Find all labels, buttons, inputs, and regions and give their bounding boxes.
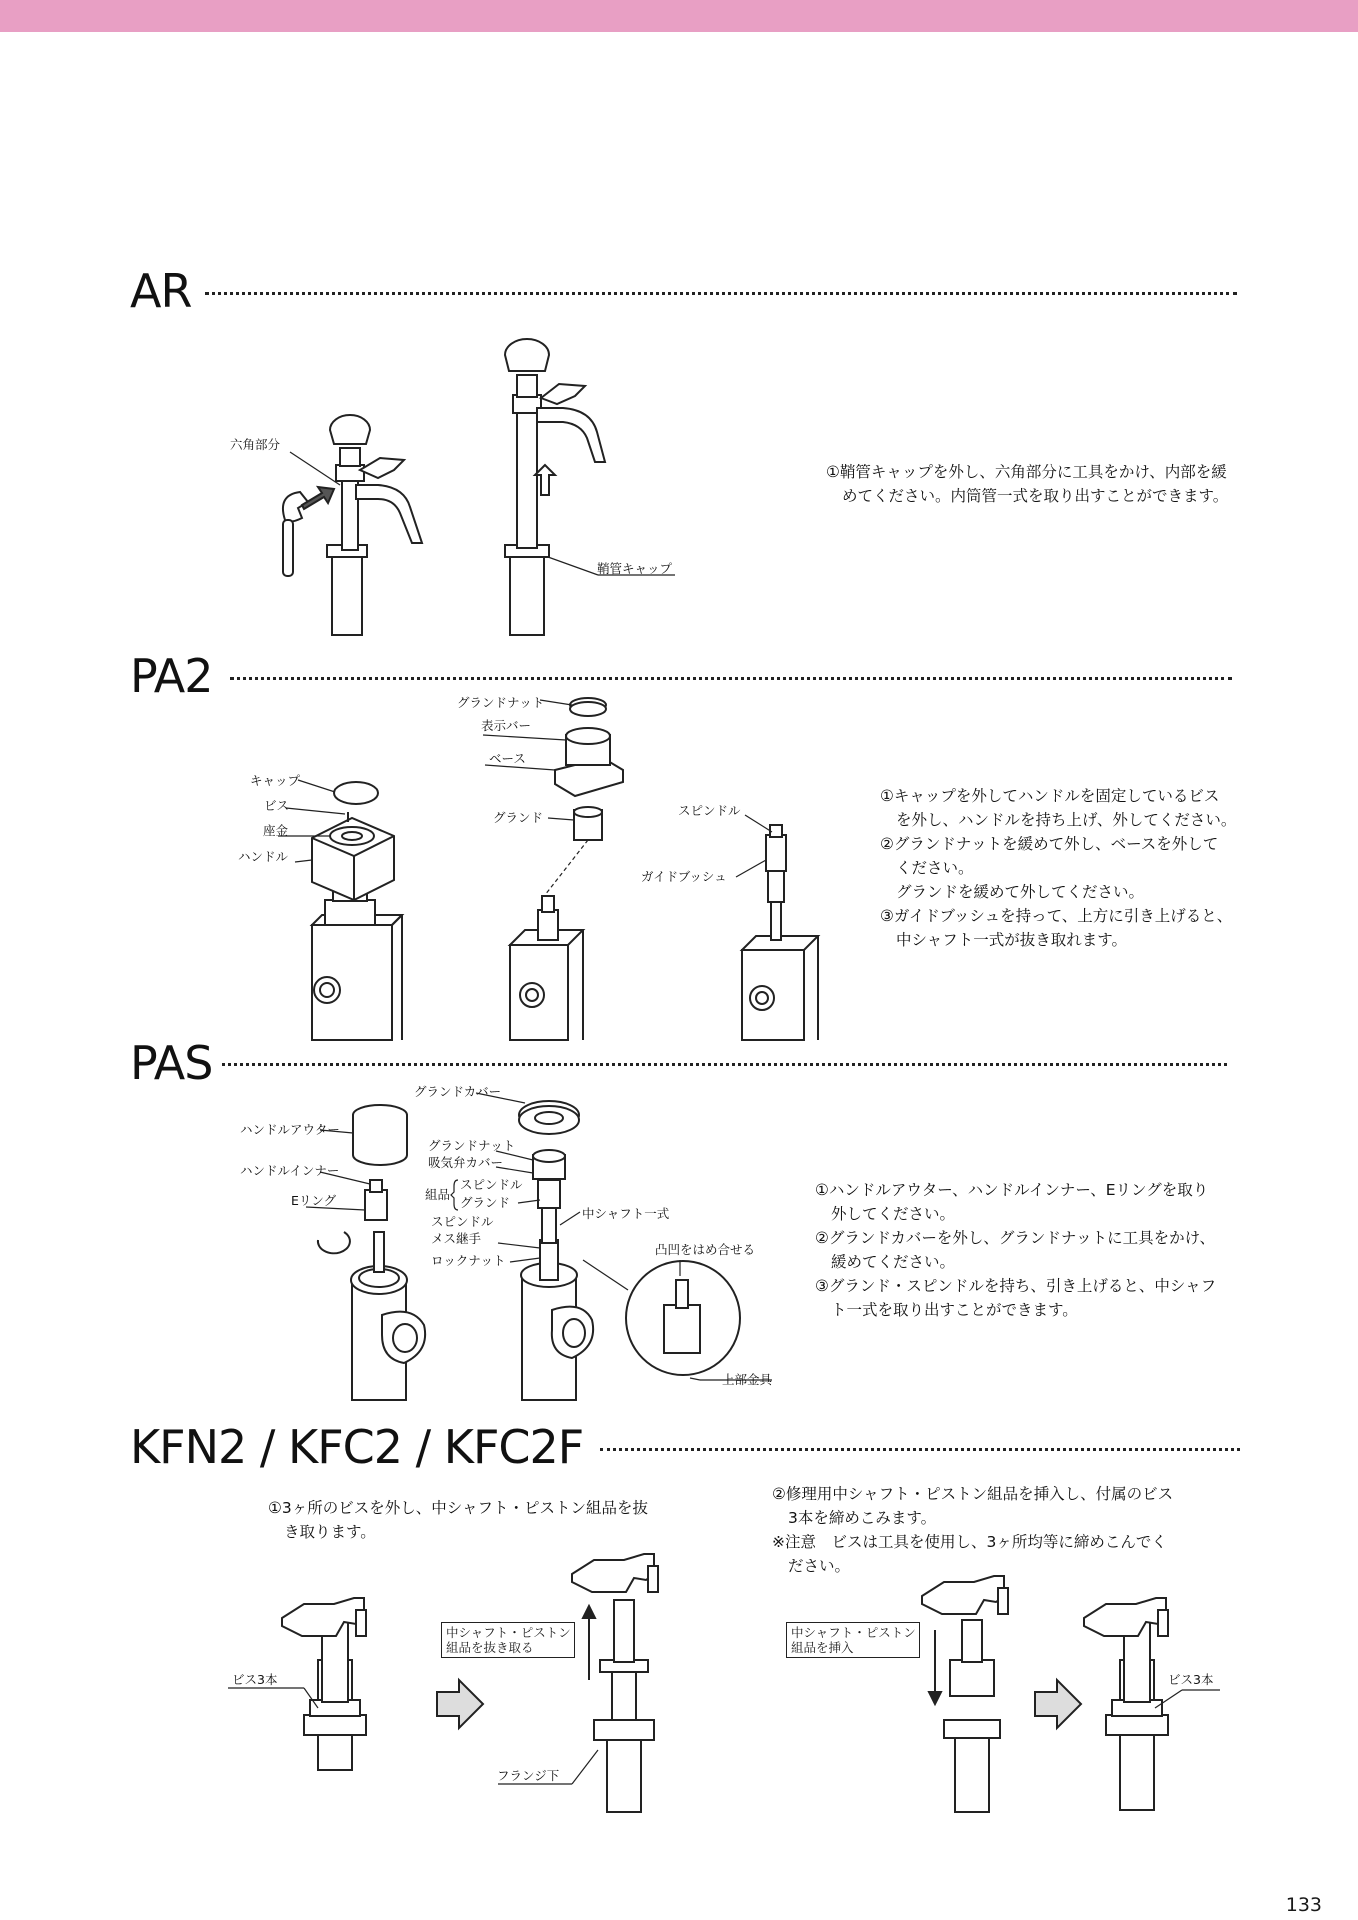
kfn-step-2-note: ※注意 ビスは工具を使用し、3ヶ所均等に締めこんでく <box>772 1533 1167 1551</box>
pa2-step-2: ②グランドナットを緩めて外し、ベースを外して <box>880 835 1219 853</box>
label-kfn-pull <box>441 1622 575 1658</box>
label-pa2-handle: ハンドル <box>238 849 289 864</box>
kfn-step-1-line-1: ①3ヶ所のビスを外し、中シャフト・ピストン組品を抜 <box>268 1499 648 1517</box>
label-kfn-flange: フランジ下 <box>497 1768 560 1783</box>
pas-step-3: ③グランド・スピンドルを持ち、引き上げると、中シャフ <box>815 1277 1217 1295</box>
label-pas-gland-cover: グランドカバー <box>414 1084 502 1099</box>
label-pas-gland-nut: グランドナット <box>428 1138 516 1153</box>
label-pa2-screw: ビス <box>264 798 290 813</box>
label-pas-align: 凸凹をはめ合せる <box>655 1242 756 1257</box>
label-pas-spindle-joint-2: メス継手 <box>431 1231 482 1246</box>
label-pa2-gland: グランド <box>493 810 544 825</box>
section-title-pas: PAS <box>130 1036 213 1090</box>
pas-step-1-cont: 外してください。 <box>831 1205 956 1223</box>
section-title-pa2: PA2 <box>130 649 213 703</box>
pa2-step-2-cont: ください。 <box>896 859 974 877</box>
label-ar-cap: 鞘管キャップ <box>597 561 673 576</box>
label-kfn-pull-2: 組品を抜き取る <box>446 1640 534 1655</box>
label-pas-center-shaft: 中シャフト一式 <box>582 1206 670 1221</box>
label-kfn-insert <box>786 1622 920 1658</box>
label-pas-intake-valve-cover: 吸気弁カバー <box>428 1155 504 1170</box>
pa2-step-2-note: グランドを緩めて外してください。 <box>896 883 1145 901</box>
label-pas-handle-outer: ハンドルアウター <box>240 1122 340 1137</box>
pas-step-2-cont: 緩めてください。 <box>831 1253 956 1271</box>
label-pa2-indicator-bar: 表示バー <box>481 718 532 733</box>
page-number: 133 <box>1285 1894 1322 1916</box>
label-ar-hex: 六角部分 <box>230 437 281 452</box>
label-kfn-pull-1: 中シャフト・ピストン <box>446 1625 571 1640</box>
label-pas-gland: グランド <box>460 1195 511 1210</box>
kfn-step-1-line-2: き取ります。 <box>284 1523 376 1541</box>
label-kfn-insert-2: 組品を挿入 <box>791 1640 854 1655</box>
label-pas-assembly: 組品 <box>425 1187 451 1202</box>
ar-step-1: ①鞘管キャップを外し、六角部分に工具をかけ、内部を緩 <box>826 463 1227 481</box>
pas-step-2: ②グランドカバーを外し、グランドナットに工具をかけ、 <box>815 1229 1216 1247</box>
pas-step-3-cont: ト一式を取り出すことができます。 <box>831 1301 1078 1319</box>
label-kfn-screws-right: ビス3本 <box>1168 1672 1214 1687</box>
section-title-ar: AR <box>130 264 192 318</box>
label-pa2-cap: キャップ <box>250 773 301 788</box>
label-pas-spindle: スピンドル <box>460 1177 523 1192</box>
label-pas-spindle-joint-1: スピンドル <box>431 1214 494 1229</box>
ar-step-1-cont: めてください。内筒管一式を取り出すことができます。 <box>842 487 1229 505</box>
label-pas-handle-inner: ハンドルインナー <box>240 1163 340 1178</box>
pa2-step-3: ③ガイドブッシュを持って、上方に引き上げると、 <box>880 907 1233 925</box>
label-kfn-insert-1: 中シャフト・ピストン <box>791 1625 916 1640</box>
section-title-kfn: KFN2 / KFC2 / KFC2F <box>130 1420 584 1474</box>
label-pas-lock-nut: ロックナット <box>431 1253 506 1268</box>
label-pa2-base: ベース <box>489 751 526 766</box>
label-pa2-spindle: スピンドル <box>678 803 741 818</box>
kfn-step-2-line-1: ②修理用中シャフト・ピストン組品を挿入し、付属のビス <box>772 1485 1174 1503</box>
label-kfn-screws-left: ビス3本 <box>232 1672 278 1687</box>
label-pa2-washer: 座金 <box>263 823 289 838</box>
kfn-step-2-note-cont: ださい。 <box>788 1557 851 1575</box>
pa2-step-1: ①キャップを外してハンドルを固定しているビス <box>880 787 1220 805</box>
kfn-step-2-line-2: 3本を締めこみます。 <box>788 1509 937 1527</box>
label-pa2-guide-bush: ガイドブッシュ <box>641 869 727 884</box>
label-pas-upper-fitting: 上部金具 <box>722 1372 773 1387</box>
label-pas-e-ring: Eリング <box>291 1193 337 1208</box>
label-pa2-gland-nut: グランドナット <box>457 695 545 710</box>
pa2-step-3-cont: 中シャフト一式が抜き取れます。 <box>896 931 1127 949</box>
pas-step-1: ①ハンドルアウター、ハンドルインナー、Eリングを取り <box>815 1181 1209 1199</box>
pa2-step-1-cont: を外し、ハンドルを持ち上げ、外してください。 <box>896 811 1237 829</box>
